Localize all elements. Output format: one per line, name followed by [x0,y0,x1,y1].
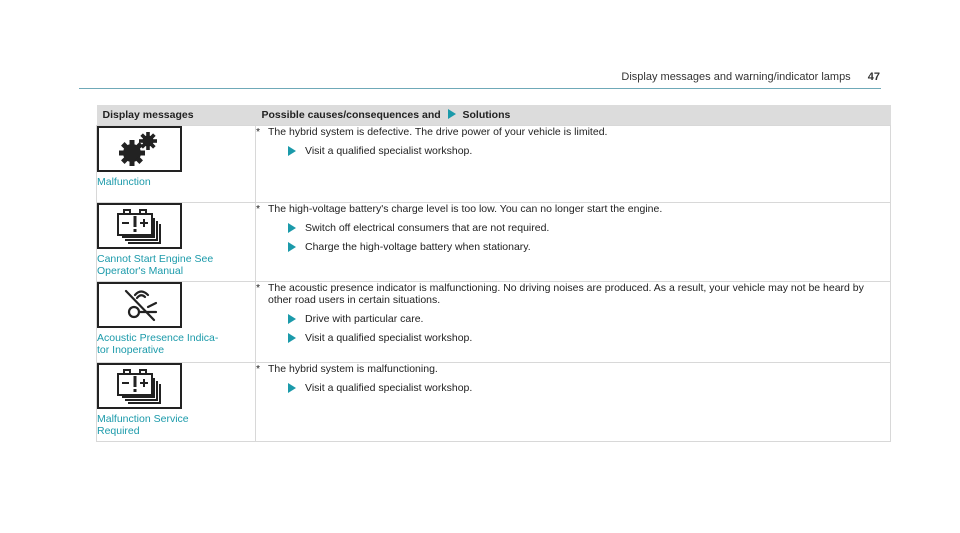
acoustic-presence-off-icon [97,282,182,328]
section-title: Display messages and warning/indicator lamps [621,71,851,83]
header-rule [79,88,881,89]
arrow-right-icon [288,314,296,324]
solution-text: Visit a qualified specialist workshop. [305,332,473,344]
message-cell [97,203,256,282]
message-label: Acoustic Presence Indica- tor Inoperative [97,332,219,356]
col-header-causes [256,105,891,126]
col-header-causes-text: Possible causes/consequences and [261,109,441,121]
cause-cell [256,363,891,442]
cause-description: The hybrid system is defective. The drive power of your vehicle is limited. [268,126,608,138]
message-label: Malfunction [97,176,151,188]
solution-item [288,145,890,157]
solution-item [288,332,890,344]
display-messages-table [96,105,891,442]
cause-description: The acoustic presence indicator is malfunctioning. No driving noises are produced. As a result, your vehicle may not be heard by other road users in certain situations. [268,282,864,306]
cause-text [256,203,890,215]
cause-cell [256,203,891,282]
running-header [621,71,880,83]
footnote-star: * [256,126,261,138]
high-voltage-battery-icon [97,363,182,409]
arrow-right-icon [288,146,296,156]
solution-text: Visit a qualified specialist workshop. [305,382,473,394]
cause-text [256,363,890,375]
arrow-right-icon [288,242,296,252]
solution-item [288,241,890,253]
gears-icon [97,126,182,172]
arrow-right-icon [448,109,456,119]
page-number: 47 [867,71,880,83]
arrow-right-icon [288,383,296,393]
footnote-star: * [256,282,261,294]
table-row [97,363,891,442]
solution-item [288,313,890,325]
message-label: Malfunction Service Required [97,413,189,437]
message-cell [97,126,256,203]
cause-text [256,282,890,306]
arrow-right-icon [288,333,296,343]
arrow-right-icon [288,223,296,233]
solution-text: Switch off electrical consumers that are not required. [305,222,550,234]
message-cell [97,363,256,442]
table-row [97,282,891,363]
table-row [97,203,891,282]
footnote-star: * [256,203,261,215]
solution-item [288,222,890,234]
message-label: Cannot Start Engine See Operator's Manual [97,253,214,277]
cause-cell [256,126,891,203]
solution-item [288,382,890,394]
cause-description: The high-voltage battery's charge level is too low. You can no longer start the engine. [268,203,663,215]
solution-text: Drive with particular care. [305,313,424,325]
solution-text: Charge the high-voltage battery when stationary. [305,241,531,253]
col-header-solutions-text: Solutions [462,109,511,121]
table-row [97,126,891,203]
solution-text: Visit a qualified specialist workshop. [305,145,473,157]
table-header-row [97,105,891,126]
high-voltage-battery-icon [97,203,182,249]
message-cell [97,282,256,363]
cause-cell [256,282,891,363]
footnote-star: * [256,363,261,375]
cause-description: The hybrid system is malfunctioning. [268,363,438,375]
col-header-display-messages: Display messages [97,105,256,126]
cause-text [256,126,890,138]
